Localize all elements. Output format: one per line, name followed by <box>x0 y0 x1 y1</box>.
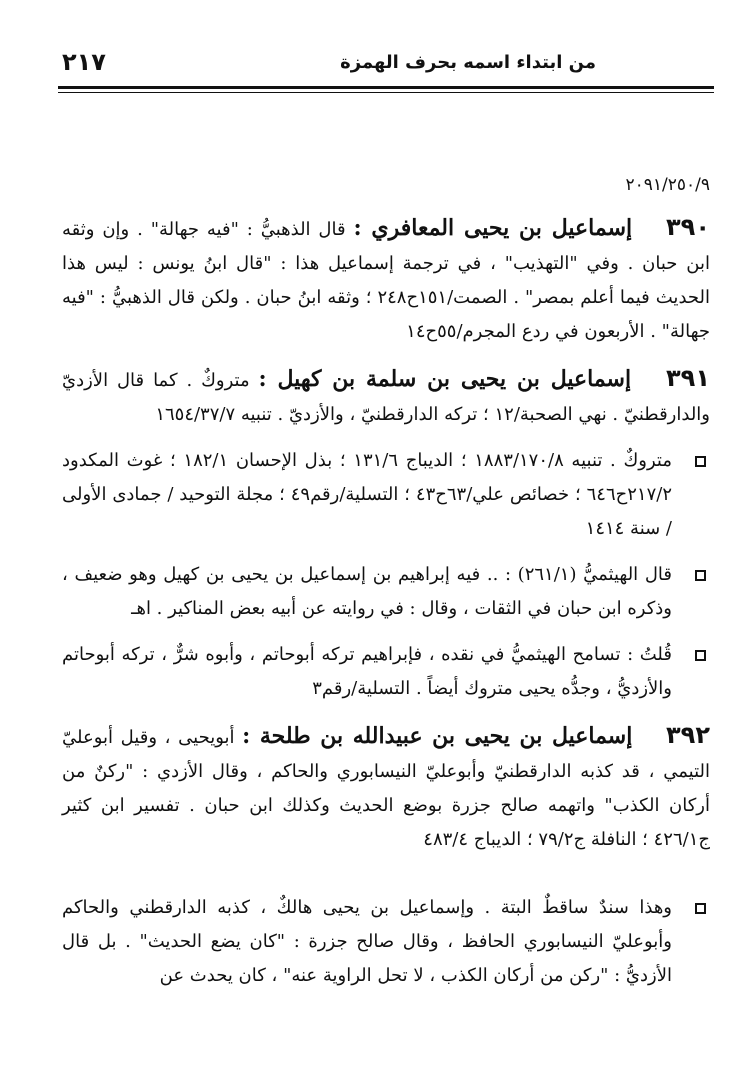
header-rule-thick <box>58 86 714 89</box>
page-number: ٢١٧ <box>62 48 106 76</box>
entry-391 <box>62 361 710 432</box>
entry-text: قال الذهبيُّ : "فيه جهالة" . وإن وثقه ابن حبان . وفي "التهذيب" ، في ترجمة إسماعيل هذا : "قال ابنُ يونس : ليس هذا الحديث فيما أعلم بمصر" . الصمت/١٥١ح٢٤٨ ؛ وثقه ابنُ حبان . ولكن قال الذهبيُّ : "فيه جهالة" . الأربعون في ردع المجرم/٥٥ح١٤ <box>62 219 710 342</box>
page-body <box>62 168 710 1005</box>
running-header <box>58 44 714 84</box>
entry-name: إسماعيل بن يحيى بن عبيدالله بن طلحة : <box>242 723 633 749</box>
note-text: متروكٌ . تنبيه ١٨٨٣/١٧٠/٨ ؛ الديباج ١٣١/٦ ؛ بذل الإحسان ١٨٢/١ ؛ غوث المكدود ٢١٧/٢ح٦٤٦ ؛ خصائص علي/٦٣ح٤٣ ؛ التسلية/رقم٤٩ ؛ مجلة التوحيد / جمادى الأولى / سنة ١٤١٤ <box>62 450 673 539</box>
note-item <box>62 638 710 706</box>
entry-name: إسماعيل بن يحيى المعافري : <box>353 215 633 241</box>
note-item <box>62 558 710 626</box>
entry-text: متروكٌ . كما قال الأزديّ والدارقطنيّ . نهي الصحبة/١٢ ؛ تركه الدارقطنيّ ، والأزديّ . تنبيه ١٦٥٤/٣٧/٧ <box>62 370 710 425</box>
entry-number: ٣٩٢ <box>666 721 710 749</box>
note-text: قُلتُ : تسامح الهيثميُّ في نقده ، فإبراهيم تركه أبوحاتم ، وأبوه شرٌّ ، تركه أبوحاتم والأزديُّ ، وجدُّه يحيى متروك أيضاً . التسلية/رقم٣ <box>62 644 672 699</box>
top-reference: ٢٠٩١/٢٥٠/٩ <box>625 175 710 195</box>
note-text: وهذا سندٌ ساقطٌ البتة . وإسماعيل بن يحيى هالكٌ ، كذبه الدارقطني والحاكم وأبوعليّ النيسابوري الحافظ ، وقال صالح جزرة : "كان يضع الحديث" . بل قال الأزديُّ : "ركن من أركان الكذب ، لا تحل الراوية عنه" ، كان يحدث عن <box>62 897 672 986</box>
entry-392 <box>62 718 710 857</box>
note-text: قال الهيثميُّ (٢٦١/١) : .. فيه إبراهيم بن إسماعيل بن يحيى بن كهيل وهو ضعيف ، وذكره ابن حبان في الثقات ، وقال : في روايته عن أبيه بعض المناكير . اهـ <box>62 564 672 619</box>
entry-name: إسماعيل بن يحيى بن سلمة بن كهيل : <box>258 366 632 392</box>
entry-number: ٣٩٠ <box>666 213 710 241</box>
spacer <box>62 869 710 887</box>
entry-text: أبويحيى ، وقيل أبوعليّ التيمي ، قد كذبه الدارقطنيّ وأبوعليّ النيسابوري والحاكم ، وقال الأزدي : "ركنٌ من أركان الكذب" واتهمه صالح جزرة بوضع الحديث وكذلك ابن حبان . تفسير ابن كثير ج٤٢٦/١ ؛ النافلة ج٧٩/٢ ؛ الديباج ٤٨٣/٤ <box>62 727 710 850</box>
header-title: من ابتداء اسمه بحرف الهمزة <box>340 52 596 73</box>
bullet-box-icon <box>695 650 706 661</box>
entry-390 <box>62 210 710 349</box>
note-item <box>62 444 710 546</box>
bullet-box-icon <box>695 456 706 467</box>
note-item <box>62 891 710 993</box>
bullet-box-icon <box>695 903 706 914</box>
entry-number: ٣٩١ <box>666 364 710 392</box>
header-rule-thin <box>58 92 714 93</box>
bullet-box-icon <box>695 570 706 581</box>
